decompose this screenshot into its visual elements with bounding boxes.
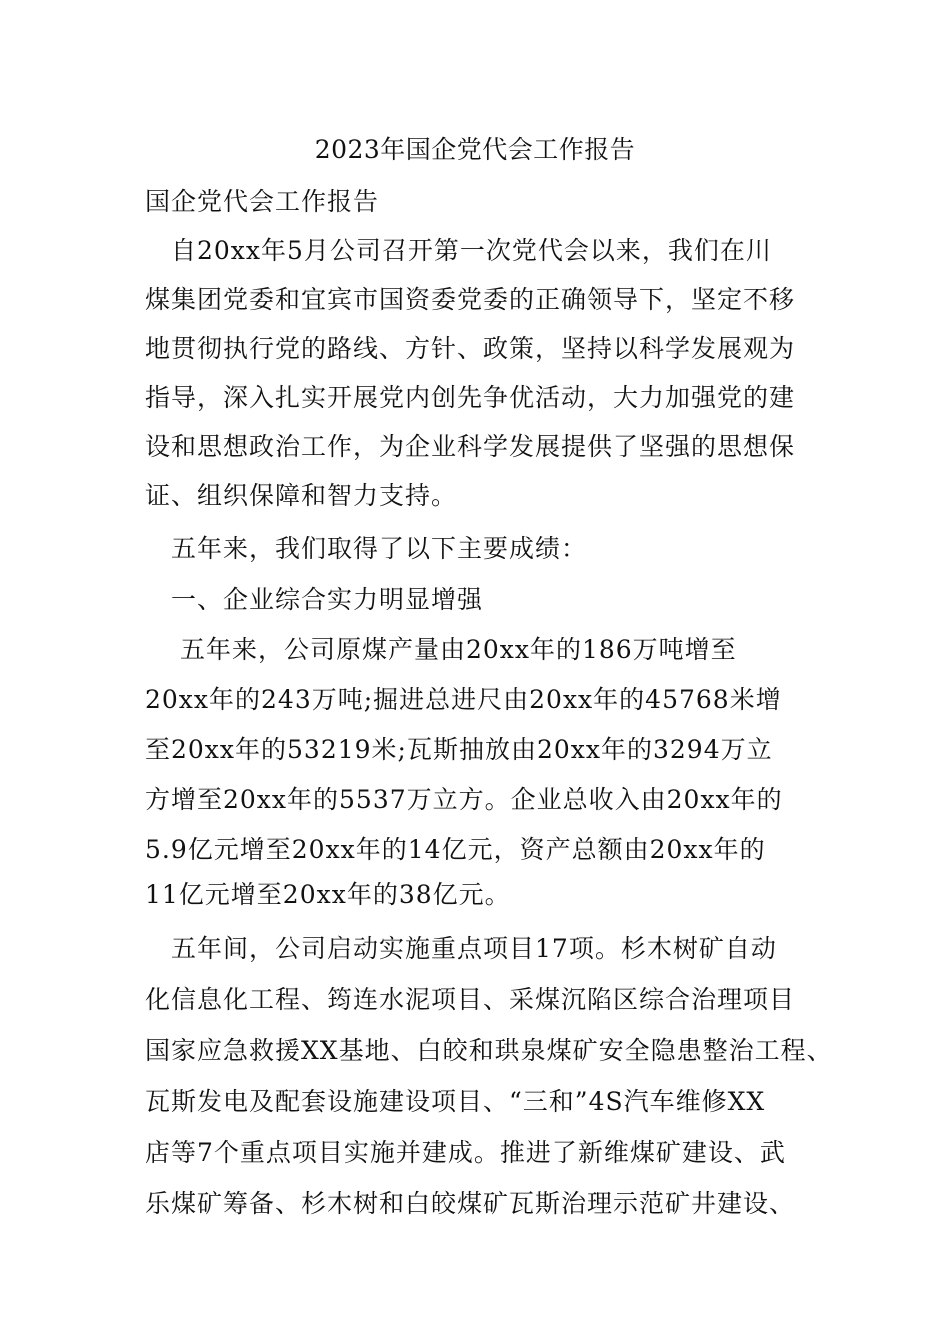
body-line: 五年来，我们取得了以下主要成绩： [145, 534, 588, 563]
subtitle-line: 国企党代会工作报告 [145, 187, 380, 216]
body-line: 国家应急救援XX基地、白皎和珙泉煤矿安全隐患整治工程、 [145, 1036, 833, 1065]
body-line: 设和思想政治工作，为企业科学发展提供了坚强的思想保 [145, 432, 796, 461]
section-heading: 一、企业综合实力明显增强 [145, 585, 484, 614]
body-line: 5.9亿元增至20xx年的14亿元，资产总额由20xx年的 [145, 835, 766, 864]
body-line: 五年间，公司启动实施重点项目17项。杉木树矿自动 [145, 934, 777, 963]
document-title: 2023年国企党代会工作报告 [314, 135, 636, 164]
body-line: 方增至20xx年的5537万立方。企业总收入由20xx年的 [145, 785, 783, 814]
body-line: 20xx年的243万吨;掘进总进尺由20xx年的45768米增 [145, 685, 782, 714]
body-line: 店等7个重点项目实施并建成。推进了新维煤矿建设、武 [145, 1138, 786, 1167]
body-line: 瓦斯发电及配套设施建设项目、“三和”4S汽车维修XX [145, 1087, 766, 1116]
body-line: 煤集团党委和宜宾市国资委党委的正确领导下，坚定不移 [145, 285, 796, 314]
body-line: 地贯彻执行党的路线、方针、政策，坚持以科学发展观为 [145, 334, 796, 363]
body-line: 乐煤矿筹备、杉木树和白皎煤矿瓦斯治理示范矿井建设、 [145, 1189, 796, 1218]
body-line: 11亿元增至20xx年的38亿元。 [145, 880, 511, 909]
body-line: 至20xx年的53219米;瓦斯抽放由20xx年的3294万立 [145, 735, 773, 764]
body-line: 自20xx年5月公司召开第一次党代会以来，我们在川 [145, 236, 772, 265]
body-line: 化信息化工程、筠连水泥项目、采煤沉陷区综合治理项目 [145, 985, 796, 1014]
body-line: 五年来，公司原煤产量由20xx年的186万吨增至 [145, 635, 737, 664]
body-line: 证、组织保障和智力支持。 [145, 481, 458, 510]
body-line: 指导，深入扎实开展党内创先争优活动，大力加强党的建 [145, 383, 796, 412]
